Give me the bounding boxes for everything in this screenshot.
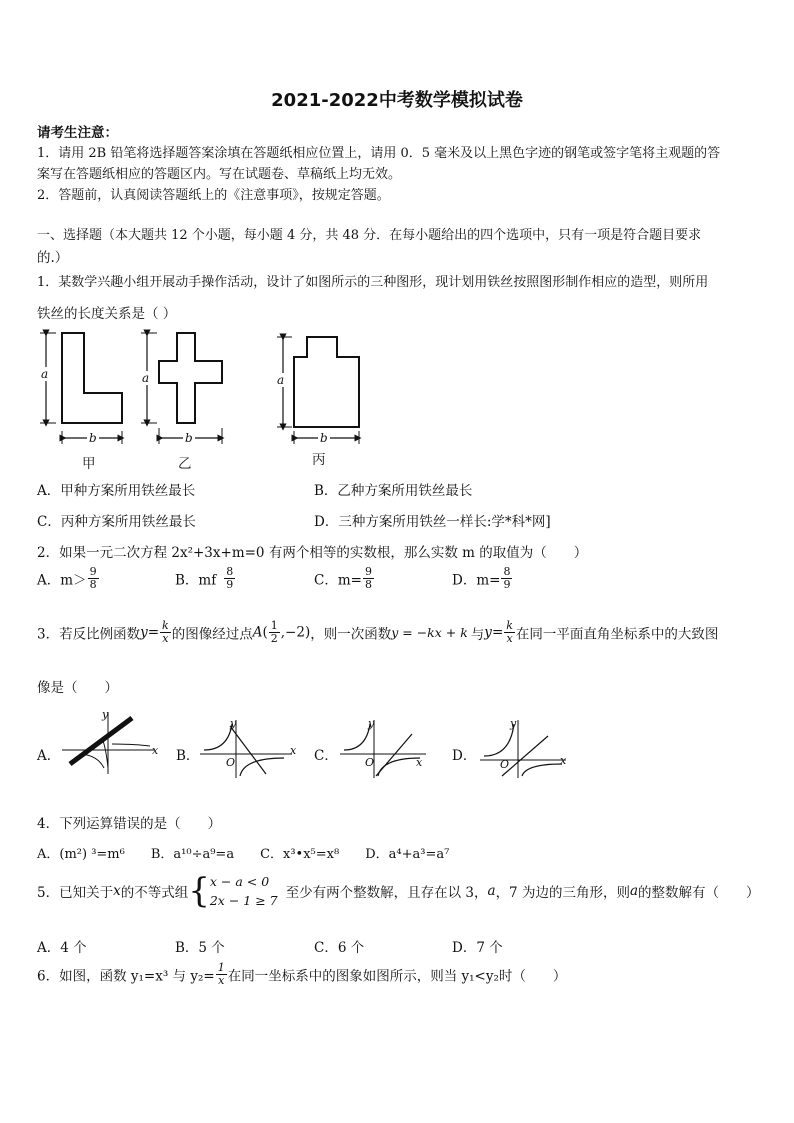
q5-option-a: A．4 个	[37, 940, 87, 956]
q3-option-c-label: C．	[314, 748, 338, 764]
q4-options: A．(m²) ³=m⁶ B．a¹⁰÷a⁹=a C．x³•x⁵=x⁸ D．a⁴+a³=a⁷	[37, 847, 450, 862]
q1-option-a: A．甲种方案所用铁丝最长	[37, 483, 196, 499]
q5-option-d: D．7 个	[452, 940, 503, 956]
q2-option-d: D．m= $\frac{8}{9}$	[452, 565, 511, 591]
q3-graph-b-y: y	[230, 717, 237, 730]
l-shape	[62, 333, 122, 423]
q3-stem-line-2: 像是（ ）	[37, 680, 118, 696]
fig-bing-label-b: b	[320, 431, 328, 445]
fig-bing-label-a: a	[277, 373, 285, 387]
q3-graph-d-x: x	[560, 754, 567, 767]
q5-option-c: C．6 个	[314, 940, 365, 956]
stepped-shape	[294, 337, 359, 427]
q1-stem-line-1: 1．某数学兴趣小组开展动手操作活动，设计了如图所示的三种图形，现计划用铁丝按照图形制作相应的造型，则所用	[37, 275, 709, 290]
fig-jia-label-a: a	[41, 367, 49, 381]
q1-option-b: B．乙种方案所用铁丝最长	[314, 483, 473, 499]
q3-graph-c	[336, 718, 436, 780]
q2-option-c: C．m= $\frac{9}{8}$	[314, 565, 372, 591]
fig-bing-caption: 丙	[312, 452, 326, 468]
q2-option-a: A．m＞ $\frac{9}{8}$	[37, 565, 97, 591]
q3-graph-d	[478, 718, 578, 780]
q3-graph-b-origin: O	[226, 756, 236, 769]
q1-stem-line-2: 铁丝的长度关系是（ ）	[37, 306, 177, 322]
fig-yi-caption: 乙	[178, 456, 192, 472]
notice-heading: 请考生注意：	[37, 125, 118, 141]
q3-graph-c-y: y	[368, 717, 375, 730]
q2-stem: 2．如果一元二次方程 2x²+3x+m=0 有两个相等的实数根，那么实数 m 的取值为（ ）	[37, 545, 588, 561]
fig-jia-caption: 甲	[82, 456, 96, 472]
q3-graph-b-x: x	[290, 744, 297, 757]
q3-graph-b	[196, 718, 296, 780]
fig-yi-label-a: a	[142, 371, 150, 385]
q3-stem-line-1: 3．若反比例函数y= $\frac{k}{x}$ 的图像经过点A( $\frac{1}{2}$ ,−2)，则一次函数y = −kx + k 与y= $\frac{k}{x}$ 在同一平面直角坐标系中的大致图	[37, 619, 719, 645]
notice-line-3: 2．答题前，认真阅读答题纸上的《注意事项》，按规定答题。	[37, 188, 390, 203]
q3-option-d-label: D．	[452, 748, 477, 764]
page-title: 2021-2022中考数学模拟试卷	[271, 90, 523, 111]
q3-graph-c-x: x	[416, 756, 423, 769]
q1-figure-yi	[137, 328, 237, 468]
notice-line-2: 案写在答题纸相应的答题区内。写在试题卷、草稿纸上均无效。	[37, 167, 402, 182]
q5-option-b: B．5 个	[175, 940, 225, 956]
section1-line-2: 的.）	[37, 250, 69, 266]
section1-line-1: 一、选择题（本大题共 12 个小题，每小题 4 分，共 48 分．在每小题给出的四个选项中，只有一项是符合题目要求	[37, 228, 702, 243]
q3-graph-d-y: y	[510, 717, 517, 730]
fig-jia-label-b: b	[89, 431, 97, 445]
q1-option-c: C．丙种方案所用铁丝最长	[37, 514, 196, 530]
q3-graph-a-y: y	[102, 708, 109, 721]
q5-stem: 5．已知关于x的不等式组{ x − a < 0 2x − 1 ≥ 7 至少有两个整数解，且存在以 3，a，7 为边的三角形，则a的整数解有（ ）	[37, 871, 760, 911]
q6-stem: 6．如图，函数 y₁=x³ 与 y₂= $\frac{1}{x}$ 在同一坐标系中的图象如图所示，则当 y₁<y₂时（ ）	[37, 961, 567, 987]
q3-option-a-label: A．	[37, 748, 61, 764]
q4-stem: 4．下列运算错误的是（ ）	[37, 816, 222, 832]
q3-graph-d-origin: O	[500, 758, 510, 771]
q3-graph-c-origin: O	[365, 756, 375, 769]
q3-option-b-label: B．	[176, 748, 200, 764]
notice-line-1: 1．请用 2B 铅笔将选择题答案涂填在答题纸相应位置上，请用 0．5 毫米及以上黑色字迹的钢笔或签字笔将主观题的答	[37, 146, 721, 161]
q1-option-d: D．三种方案所用铁丝一样长:学*科*网]	[314, 514, 551, 530]
q3-graph-a	[62, 708, 167, 778]
q1-figure-jia	[36, 328, 136, 468]
cross-shape	[159, 333, 222, 423]
fig-yi-label-b: b	[185, 431, 193, 445]
q3-graph-a-x: x	[152, 744, 159, 757]
q2-option-b: B．mf $\frac{8}{9}$	[175, 565, 234, 591]
